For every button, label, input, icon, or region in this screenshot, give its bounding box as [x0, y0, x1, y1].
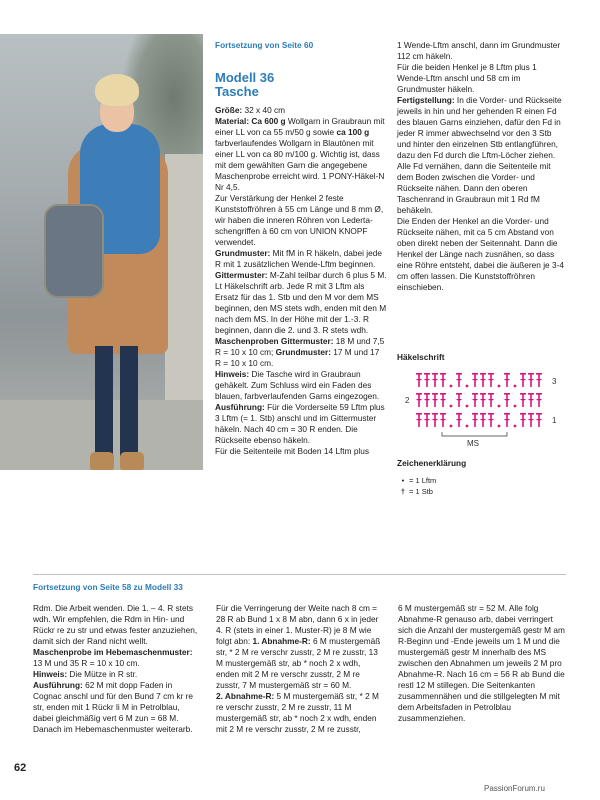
section-divider — [33, 574, 566, 575]
stitch-stb — [488, 373, 494, 387]
stitch-stb — [528, 373, 534, 387]
stitch-lftm — [466, 385, 469, 388]
page-number: 62 — [14, 762, 27, 774]
ms-bracket — [442, 432, 507, 436]
photo-shoe — [90, 452, 114, 470]
stitch-stb — [480, 393, 486, 407]
stitch-stb — [520, 393, 526, 407]
stitch-stb — [480, 413, 486, 427]
stitch-stb — [488, 393, 494, 407]
paragraph: Für die Verringerung der Weite nach 8 cm = 28 R ab Bund 1 x 8 M abn, dann 6 x in jeder 4. R (stets in einer 1. Muster-R) je 8 M wie folgt abn: 1. Abnahme-R: 6 M mustergemäß str, * 2 M re verschr zusstr, 2 M re zusstr, 13 M mustergemäß str, ab * noch 2 x wdh, enden mit 2 M re verschr zusstr, 2 M re zusstr, 7 M mustergemäß str = 60 M. — [216, 603, 381, 690]
stitch-stb — [432, 373, 438, 387]
stitch-stb — [456, 373, 462, 387]
stitch-stb — [424, 413, 430, 427]
bottom-column-1 — [33, 603, 199, 735]
stitch-lftm — [466, 405, 469, 408]
stitch-stb — [504, 373, 510, 387]
model-title: Modell 36 — [215, 70, 275, 85]
stitch-stb — [424, 393, 430, 407]
chain-icon: • — [401, 476, 405, 485]
bottom-column-3 — [398, 603, 566, 724]
stitch-stb — [528, 413, 534, 427]
stitch-stb — [480, 373, 486, 387]
watermark: PassionForum.ru — [484, 784, 545, 793]
paragraph: Für die beiden Henkel je 8 Lftm plus 1 Wende-Lftm anschl und 58 cm im Grundmuster häkeln. — [397, 62, 537, 94]
maschenprobe-paragraph: Maschenproben Gittermuster: 18 M und 7,5 R = 10 x 10 cm; Grundmuster: 17 M und 17 R = 10 x 10 cm. — [215, 336, 385, 368]
bottom-header-row — [33, 582, 566, 593]
paragraph: 2. Abnahme-R: 5 M mustergemäß str, * 2 M re verschr zusstr, 2 M re zusstr, 11 M mustergemäß str, ab * noch 2 x wdh, enden mit 2 M re verschr zusstr, 2 M re zusstr, — [216, 691, 379, 734]
material-paragraph: Material: Ca 600 g Wollgarn in Graubraun mit einer LL von ca 55 m/50 g sowie ca 100 g farbverlaufendes Wollgarn in Blautönen mit einer LL von ca 80 m/100 g. Wichtig ist, dass mit dem gewählten Garn die angegebene Maschenprobe erreicht wird. 1 PONY-Häkel-N Nr 4,5. — [215, 116, 385, 192]
stitch-stb — [432, 413, 438, 427]
crochet-chart — [397, 366, 567, 456]
stitch-stb — [456, 413, 462, 427]
hinweis-paragraph: Hinweis: Die Tasche wird in Graubraun gehäkelt. Zum Schluss wird ein Faden des blauen, farbverlaufenden Garns eingezogen. — [215, 369, 380, 401]
stitch-stb — [504, 393, 510, 407]
column-1 — [215, 40, 387, 457]
paragraph: Rdm. Die Arbeit wenden. Die 1. – 4. R stets wdh. Wir empfehlen, die Rdm in Hin- und Rückr re zu str und etwas fester anzuziehen, damit sich der Rand nicht wellt. — [33, 603, 198, 646]
ms-label: MS — [467, 439, 479, 448]
stitch-stb — [472, 393, 478, 407]
stitch-lftm — [498, 405, 501, 408]
row-label-3: 3 — [552, 377, 557, 386]
stitch-lftm — [450, 425, 453, 428]
photo-shoe — [120, 452, 144, 470]
stitch-lftm — [450, 385, 453, 388]
legend-item-lftm: • = 1 Lftm — [397, 475, 567, 486]
stitch-lftm — [514, 425, 517, 428]
stitch-lftm — [514, 405, 517, 408]
double-crochet-icon: † — [400, 487, 406, 496]
continuation-header: Fortsetzung von Seite 60 — [215, 40, 314, 50]
photo-leg — [95, 346, 113, 456]
model-photo — [0, 34, 203, 470]
row-label-2: 2 — [405, 396, 410, 405]
stitch-stb — [440, 373, 446, 387]
stitch-stb — [456, 393, 462, 407]
stitch-stb — [520, 413, 526, 427]
maschenprobe-hebe-paragraph: Maschenprobe im Hebemaschenmuster: 13 M und 35 R = 10 x 10 cm. — [33, 647, 193, 668]
legend-item-stb: † = 1 Stb — [397, 486, 567, 497]
stitch-lftm — [450, 405, 453, 408]
haekelschrift-heading: Häkelschrift — [397, 352, 445, 362]
stitch-stb — [416, 413, 422, 427]
gittermuster-paragraph: Gittermuster: M-Zahl teilbar durch 6 plus 5 M. Lt Häkelschrift arb. Jede R mit 3 Lftm als Ersatz für das 1. Stb und den M vor dem MS beginnen, den MS stets wdh, enden mit den M nach dem MS. In der Höhe mit der 1.-3. R beginnen, dann die 2. und 3. R stets wdh. — [215, 270, 387, 335]
stitch-stb — [472, 373, 478, 387]
stitch-stb — [536, 393, 542, 407]
bottom-column-2 — [216, 603, 382, 735]
bottom-continuation-header: Fortsetzung von Seite 58 zu Modell 33 — [33, 582, 183, 592]
legend-heading: Zeichenerklärung — [397, 458, 467, 468]
paragraph: Die Enden der Henkel an die Vorder- und Rückseite nähen, mit ca 5 cm Abstand von oben direkt neben der Seitennaht. Dann die Henkel der Länge nach zusnähen, so dass eine Röhre entsteht, dabei die äußeren je 3-4 cm offen lassen. Die Kunststoffröhren einschieben. — [397, 216, 564, 292]
legend-section — [397, 458, 567, 497]
stitch-stb — [528, 393, 534, 407]
stitch-lftm — [514, 385, 517, 388]
stitch-stb — [536, 413, 542, 427]
stitch-lftm — [466, 425, 469, 428]
model-subtitle: Tasche — [215, 84, 259, 99]
column-2 — [397, 40, 567, 293]
stitch-stb — [416, 373, 422, 387]
paragraph: 6 M mustergemäß str = 52 M. Alle folg Abnahme-R genauso arb, dabei verringert sich die Anzahl der mustergemäß gestr M am R-Beginn und -Ende jeweils um 1 M und die mustergemäß gestr M innerhalb des MS zwischen den Abnahmen um jeweils 2 M pro Abnahme-R. Nach 16 cm = 56 R ab Bund die restl 12 M stillegen. Die Seitenkanten zusammennähen und die stillgelegten M mit dem Arbeitsfaden in Petrolblau zusammenziehen. — [398, 603, 565, 723]
material-note: Zur Verstärkung der Henkel 2 feste Kunststoffröhren à 55 cm Länge und 8 mm Ø, wir haben die inneren Röhren von Lederta-schengriffen à 60 cm von UNION KNOPF verwendet. — [215, 193, 384, 247]
ausfuehrung-paragraph: Ausführung: 62 M mit dopp Faden in Cognac anschl und für den Bund 7 cm kr re str, enden mit 1 Rückr li M in Petrolblau, dabei gleichmäßig vert 6 M zun = 68 M. Danach im Hebemaschenmuster weiterarb. — [33, 680, 194, 734]
stitch-stb — [520, 373, 526, 387]
stitch-lftm — [498, 425, 501, 428]
row-label-1: 1 — [552, 416, 557, 425]
photo-bag — [44, 204, 104, 298]
stitch-stb — [440, 393, 446, 407]
photo-leg — [120, 346, 138, 456]
haekelschrift-section — [397, 352, 567, 363]
ausfuehrung-paragraph: Ausführung: Für die Vorderseite 59 Lftm plus 3 Lftm (= 1. Stb) anschl und im Gittermuster häkeln. Nach 40 cm = 30 R enden. Die Rückseite ebenso häkeln. — [215, 402, 385, 445]
paragraph: Alle Fd vernähen, dann die Seitenteile mit dem Boden zwischen die Vorder- und Rückseite nähen. Dann den oberen Taschenrand in Graubraun mit 1 Rd fM behäkeln. — [397, 161, 551, 215]
stitch-stb — [504, 413, 510, 427]
stitch-stb — [416, 393, 422, 407]
paragraph: 1 Wende-Lftm anschl, dann im Grundmuster 112 cm häkeln. — [397, 40, 561, 61]
ausfuehrung-continued: Für die Seitenteile mit Boden 14 Lftm plus — [215, 446, 370, 456]
stitch-stb — [440, 413, 446, 427]
stitch-stb — [432, 393, 438, 407]
fertigstellung-paragraph: Fertigstellung: In die Vorder- und Rückseite jeweils in hin und her gehenden R einen Fd des blauen Garns einziehen, dafür den Fd in jeder R immer abwechselnd vor den 3 Stb und hinter den einzelnen Stb entlangführen, dazu den Fd durch die Lftm-Löcher ziehen. — [397, 95, 562, 160]
stitch-lftm — [498, 385, 501, 388]
hinweis-paragraph: Hinweis: Die Mütze in R str. — [33, 669, 138, 679]
photo-hair — [95, 74, 139, 106]
stitch-stb — [536, 373, 542, 387]
chart-stitches — [416, 373, 542, 427]
stitch-stb — [488, 413, 494, 427]
grundmuster-paragraph: Grundmuster: Mit fM in R häkeln, dabei jede R mit 1 zusätzlichen Wende-Lftm beginnen. — [215, 248, 382, 269]
stitch-stb — [472, 413, 478, 427]
size-paragraph: Größe: 32 x 40 cm — [215, 105, 286, 115]
stitch-stb — [424, 373, 430, 387]
